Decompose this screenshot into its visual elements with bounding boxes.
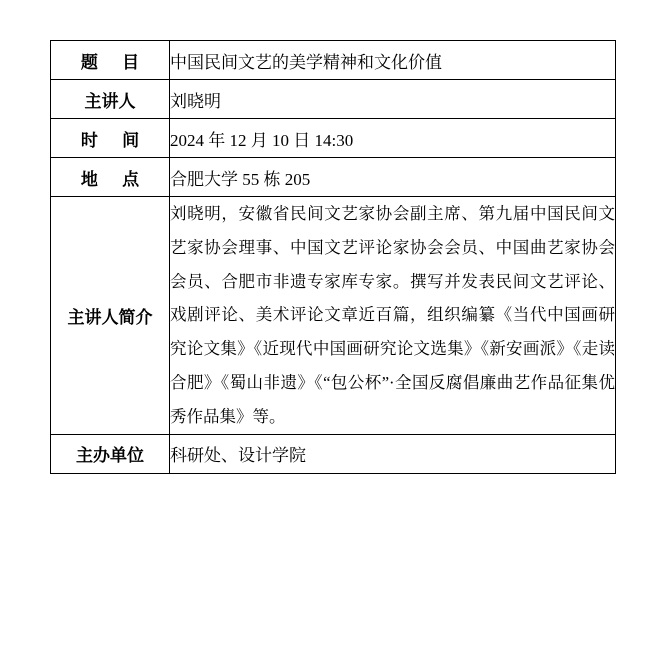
value-organizer: 科研处、设计学院 (170, 434, 616, 473)
label-organizer: 主办单位 (51, 434, 170, 473)
label-place-text: 地 点 (80, 169, 150, 189)
value-place: 合肥大学 55 栋 205 (170, 158, 616, 197)
table-row (51, 434, 616, 473)
label-place (51, 158, 170, 197)
table-row (51, 80, 616, 119)
table-row-bio (51, 197, 616, 435)
speaker-bio-text: 刘晓明，安徽省民间文艺家协会副主席、第九届中国民间文艺家协会理事、中国文艺评论家协会会员、中国曲艺家协会会员、合肥市非遗专家库专家。撰写并发表民间文艺评论、戏剧评论、美术评论文章近百篇，组织编纂《当代中国画研究论文集》《近现代中国画研究论文选集》《新安画派》《走读合肥》《蜀山非遗》《“包公杯”·全国反腐倡廉曲艺作品征集优秀作品集》等。 (170, 204, 615, 426)
label-time-text: 时 间 (80, 130, 150, 150)
label-time (51, 119, 170, 158)
label-title-text: 题 目 (80, 52, 150, 72)
label-speaker: 主讲人 (51, 80, 170, 119)
table-row (51, 158, 616, 197)
value-time: 2024 年 12 月 10 日 14:30 (170, 119, 616, 158)
label-speaker-bio: 主讲人简介 (51, 197, 170, 435)
value-speaker: 刘晓明 (170, 80, 616, 119)
lecture-info-table (50, 40, 616, 474)
label-title (51, 41, 170, 80)
value-title: 中国民间文艺的美学精神和文化价值 (170, 41, 616, 80)
table-row (51, 119, 616, 158)
value-speaker-bio (170, 197, 616, 435)
table-row (51, 41, 616, 80)
